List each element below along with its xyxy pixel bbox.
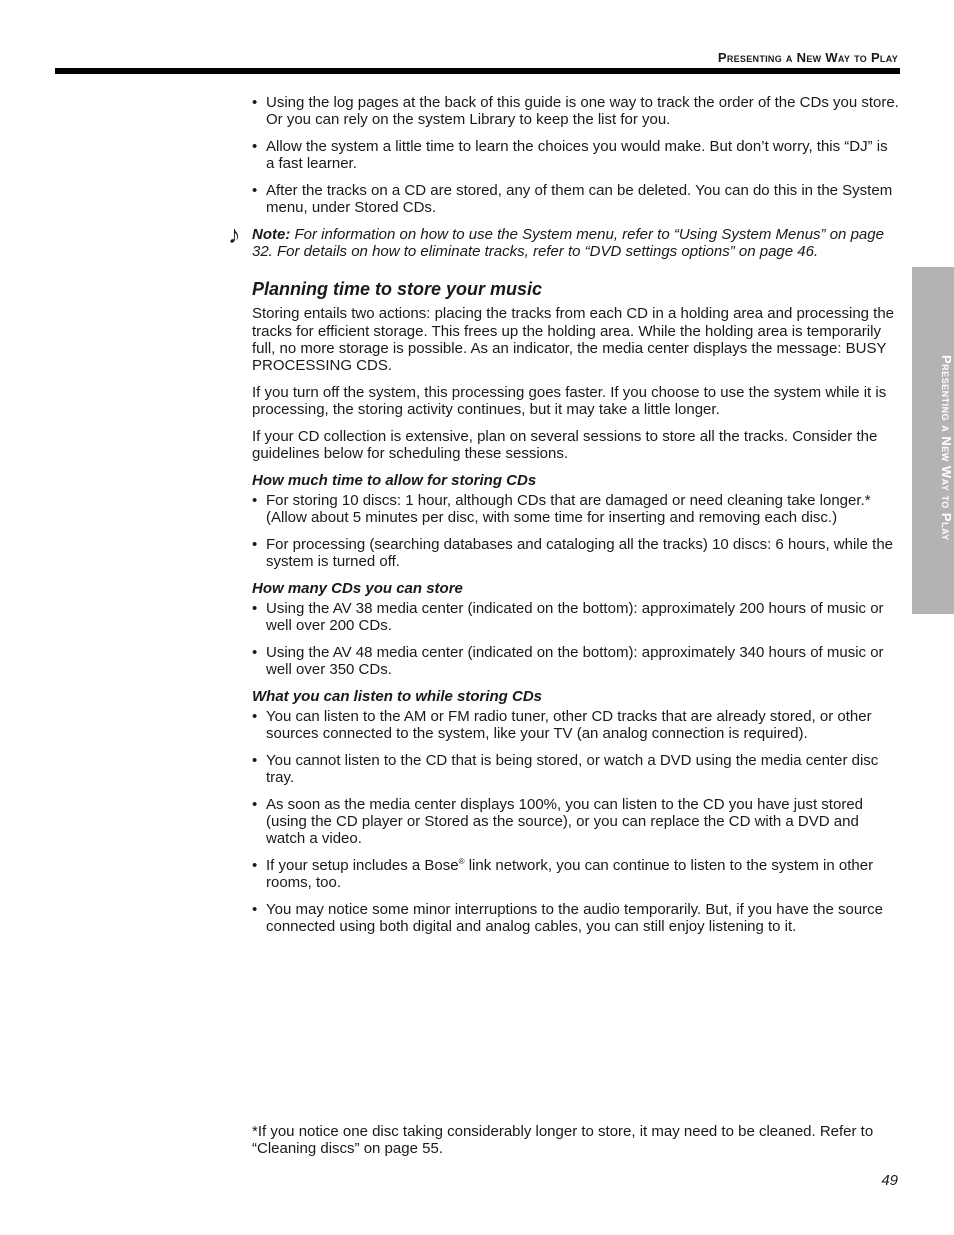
list-item: • Using the log pages at the back of this guide is one way to track the order of the CDs you store. Or you can rely on the system Library to keep the list for you. [252,94,900,128]
subheading-capacity: How many CDs you can store [252,579,463,597]
note-text: For information on how to use the System menu, refer to “Using System Menus” on page 32. For details on how to eliminate tracks, refer to “DVD settings options” on page 46. [252,226,884,261]
running-header: Presenting a New Way to Play [717,50,898,65]
music-note-icon: ♪ [228,221,241,249]
list-item: • Allow the system a little time to learn the choices you would make. But don’t worry, this “DJ” is a fast learner. [252,138,900,172]
list-item: • After the tracks on a CD are stored, any of them can be deleted. You can do this in the System menu, under Stored CDs. [252,182,900,216]
list-item: • You may notice some minor interruptions to the audio temporarily. But, if you have the source connected using both digital and analog cables, you can still enjoy listening to it. [252,901,900,935]
section-title: Planning time to store your music [252,279,543,300]
page-number: 49 [881,1172,898,1189]
list-item: • You cannot listen to the CD that is being stored, or watch a DVD using the media center disc tray. [252,752,900,786]
paragraph: If your CD collection is extensive, plan on several sessions to store all the tracks. Consider the guidelines below for scheduling these sessions. [252,427,878,462]
list-item: • Using the AV 38 media center (indicated on the bottom): approximately 200 hours of music or well over 200 CDs. [252,600,900,634]
subheading-listen: What you can listen to while storing CDs [252,687,543,705]
list-item: • For processing (searching databases and cataloging all the tracks) 10 discs: 6 hours, while the system is turned off. [252,536,900,570]
chapter-side-tab [912,267,954,614]
header-rule [55,68,900,74]
footnote: *If you notice one disc taking considerably longer to store, it may need to be cleaned. Refer to “Cleaning discs” on page 55. [252,1123,874,1158]
note-label: Note: [252,226,291,243]
capacity-bullet-list [252,600,900,678]
time-bullet-list [252,492,900,570]
registered-mark: ® [458,856,465,866]
list-item: • You can listen to the AM or FM radio tuner, other CD tracks that are already stored, or other sources connected to the system, like your TV (an analog connection is required). [252,708,900,742]
subheading-time: How much time to allow for storing CDs [252,471,537,489]
intro-bullet-list [252,94,900,216]
list-item: • If your setup includes a Bose® link network, you can continue to listen to the system in other rooms, too. [252,857,900,891]
listen-bullet-list [252,708,900,936]
paragraph: Storing entails two actions: placing the tracks from each CD in a holding area and processing the tracks for efficient storage. This frees up the holding area. While the holding area is temporarily full, no more storage is possible. As an indicator, the media center displays the message: BUSY PROCESSING CDS. [252,305,895,375]
side-tab-label: Presenting a New Way to Play [939,354,954,541]
list-item: • For storing 10 discs: 1 hour, although CDs that are damaged or need cleaning take longer.* (Allow about 5 minutes per disc, with some time for inserting and removing each disc.) [252,492,900,526]
list-item: • As soon as the media center displays 100%, you can listen to the CD you have just stored (using the CD player or Stored as the source), or you can replace the CD with a DVD and watch a video. [252,796,900,848]
main-content [228,94,900,945]
list-item: • Using the AV 48 media center (indicated on the bottom): approximately 340 hours of music or well over 350 CDs. [252,644,900,678]
note-block [228,221,900,261]
paragraph: If you turn off the system, this processing goes faster. If you choose to use the system while it is processing, the storing activity continues, but it may take a little longer. [252,383,887,418]
